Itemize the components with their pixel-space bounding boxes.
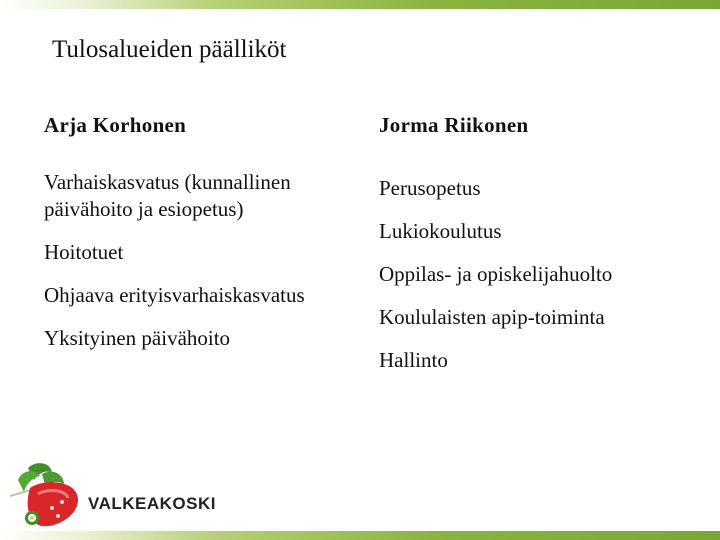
list-item: Koululaisten apip-toiminta bbox=[379, 305, 605, 329]
list-item: Oppilas- ja opiskelijahuolto bbox=[379, 262, 613, 286]
left-column-heading: Arja Korhonen bbox=[44, 113, 187, 137]
bottom-accent-bar bbox=[0, 531, 720, 540]
list-item: Ohjaava erityisvarhaiskasvatus bbox=[44, 283, 305, 307]
page-title: Tulosalueiden päälliköt bbox=[52, 36, 287, 63]
list-item: Hallinto bbox=[379, 348, 448, 372]
list-item: Lukiokoulutus bbox=[379, 219, 502, 243]
left-column bbox=[44, 112, 364, 368]
right-column-heading: Jorma Riikonen bbox=[379, 113, 529, 137]
right-column bbox=[379, 112, 699, 390]
list-item: Varhaiskasvatus (kunnallinen päivähoito ja esiopetus) bbox=[44, 170, 291, 221]
top-accent-bar bbox=[0, 0, 720, 9]
list-item: Hoitotuet bbox=[44, 240, 124, 264]
strawberry-icon bbox=[8, 458, 88, 530]
list-item: Perusopetus bbox=[379, 176, 481, 200]
valkeakoski-logo bbox=[8, 458, 218, 530]
logo-wordmark: VALKEAKOSKI bbox=[88, 494, 216, 513]
list-item: Yksityinen päivähoito bbox=[44, 326, 231, 350]
